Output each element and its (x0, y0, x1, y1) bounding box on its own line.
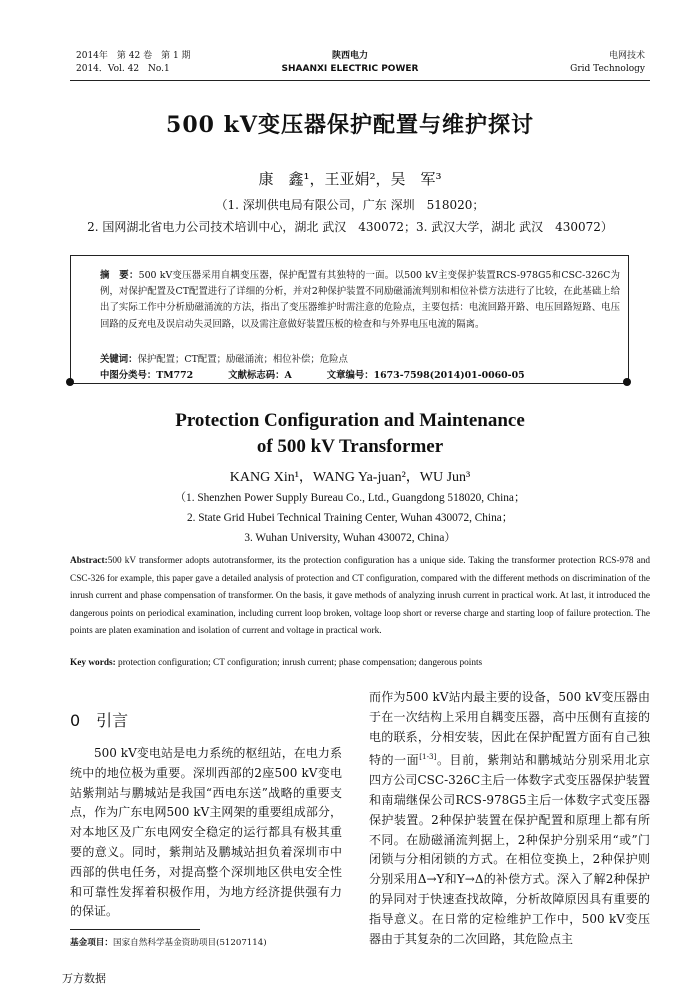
box-corner-dot-left (66, 378, 74, 386)
column-name-en: Grid Technology (570, 64, 645, 74)
affiliation-zh-line-1: （1. 深圳供电局有限公司，广东 深圳 518020； (215, 198, 485, 212)
keywords-zh-text: 保护配置；CT配置；励磁涌流；相位补偿；危险点 (137, 354, 348, 365)
paper-title-en (60, 408, 640, 460)
running-header-left (76, 50, 191, 76)
abstract-en (70, 553, 650, 641)
body-right-text-b: 。目前，紫荆站和鹏城站分别采用北京四方公司CSC-326C主后一体数字式变压器保护装置和南瑞继保公司RCS-978G5主后一体数字式变压器保护装置。2种保护装置在保护配置和原理上都有所不同。在励磁涌流判据上，2种保护分别采用“或”门闭锁与分相闭锁的方式。在相位变换上，2种保护则分别采用Δ→Y和Y→Δ的补偿方式。深入了解2种保护的异同对于快速查找故障，分析故障原因具有重要的指导意义。在日常的定检维护工作中，500 kV变压器由于其复杂的二次回路，其危险点主 (369, 753, 650, 946)
paper-title-en-line-2: of 500 kV Transformer (256, 436, 444, 457)
clc-value: TM772 (156, 370, 194, 381)
classification-zh (100, 367, 557, 381)
doc-code-value: A (284, 370, 292, 381)
keywords-en-text: protection configuration; CT configuration; inrush current; phase compensation; dangerous points (118, 658, 483, 668)
journal-issue-en: 2014．Vol. 42 No.1 (76, 64, 170, 74)
authors-zh: 康 鑫¹，王亚娟²，吴 军³ (258, 170, 442, 188)
affiliation-zh-line-2: 2. 国网湖北省电力公司技术培训中心，湖北 武汉 430072；3. 武汉大学，湖北 武汉 430072） (87, 220, 613, 234)
abstract-zh (100, 268, 620, 333)
article-no-value: 1673-7598(2014)01-0060-05 (373, 370, 525, 381)
running-header-center (250, 50, 450, 76)
abstract-en-text: 500 kV transformer adopts autotransformer, its the protection configuration has a unique side. Taking the transformer protection RCS-978 and CSC-326 for example, this paper gave a detailed analysis of protection and CT configuration, compared with the different methods on discrimination of the inrush current and phase compensation of transformer. On the basis, it gave methods of analyzing inrush current in practical work. At last, it introduced the dangerous points on periodical examination, including current loop broken, voltage loop short or reverse charge and starting loop of failure protection. The points are platen examination and isolation of current and voltage in practical work. (70, 556, 650, 637)
box-corner-dot-right (623, 378, 631, 386)
journal-name-zh: 陕西电力 (331, 51, 368, 61)
abstract-en-label: Abstract: (70, 556, 108, 566)
running-header-right (570, 50, 645, 76)
doc-code-label: 文献标志码： (228, 370, 285, 381)
body-right-text-a: 而作为500 kV站内最主要的设备，500 kV变压器由于在一次结构上采用自耦变压器，高中压侧有直接的电的联系，分相安装，因此在保护配置方面有自己独特的一面 (369, 690, 650, 768)
keywords-en (70, 658, 482, 668)
abstract-zh-label: 摘 要： (100, 270, 139, 281)
funding-footnote (70, 936, 267, 948)
authors-en: KANG Xin¹，WANG Ya-juan²，WU Jun³ (229, 470, 471, 485)
affiliations-en (60, 488, 640, 548)
paper-title-zh: 500 kV变压器保护配置与维护探讨 (166, 112, 534, 138)
body-right-column (369, 688, 650, 949)
journal-issue-zh: 2014年 第 42 卷 第 1 期 (76, 51, 191, 61)
footnote-rule (70, 929, 200, 930)
abstract-zh-text: 500 kV变压器采用自耦变压器，保护配置有其独特的一面。以500 kV主变保护装置RCS-978G5和CSC-326C为例，对保护配置及CT配置进行了详细的分析，并对2种保护装置不同励磁涌流判别和相位补偿方法进行了比较，在此基础上给出了实际工作中分析励磁涌流的方法，指出了变压器维护时需注意的危险点，主要包括：电流回路开路、电压回路短路、电压回路的反充电及误启动失灵回路，以及需注意做好装置压板的检查和与外界电压电流的隔离。 (100, 270, 620, 330)
wanfang-watermark: 万方数据 (62, 972, 106, 985)
journal-name-en: SHAANXI ELECTRIC POWER (281, 64, 419, 74)
clc-label: 中图分类号： (100, 370, 157, 381)
affiliation-en-line-3: 3. Wuhan University, Wuhan 430072, China） (244, 532, 456, 544)
column-name-zh: 电网技术 (608, 51, 645, 61)
header-rule (70, 80, 650, 81)
citation-ref: [1-3] (419, 752, 437, 762)
article-no-label: 文章编号： (326, 370, 374, 381)
affiliation-en-line-1: （1. Shenzhen Power Supply Bureau Co., Ltd., Guangdong 518020, China； (174, 492, 526, 504)
keywords-zh-label: 关键词： (100, 354, 138, 365)
funding-text: 国家自然科学基金资助项目(51207114) (112, 938, 267, 948)
funding-label: 基金项目： (70, 938, 113, 948)
paper-title-en-line-1: Protection Configuration and Maintenance (175, 410, 525, 431)
keywords-en-label: Key words: (70, 658, 116, 668)
section-heading: 0 引言 (70, 711, 129, 730)
keywords-zh (100, 351, 348, 365)
affiliation-en-line-2: 2. State Grid Hubei Technical Training Center, Wuhan 430072, China； (186, 512, 514, 524)
body-left-column: 500 kV变电站是电力系统的枢纽站，在电力系统中的地位极为重要。深圳西部的2座500 kV变电站紫荆站与鹏城站是我国“西电东送”战略的重要支点，作为广东电网500 kV主网架的重要组成部分，对本地区及广东电网安全稳定的运行都具有极其重要的意义。同时，紫荆站及鹏城站担负着深圳市中西部的供电任务，对提高整个深圳地区供电安全性和可靠性发挥着积极作用，为地方经济提供强有力的保证。 (70, 746, 342, 919)
